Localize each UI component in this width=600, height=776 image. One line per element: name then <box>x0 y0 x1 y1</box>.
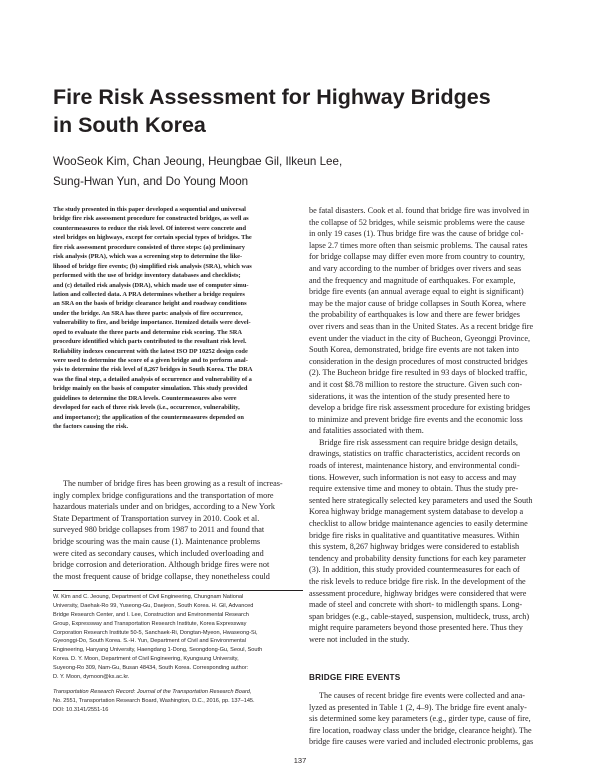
author-list <box>53 152 553 192</box>
body-line: the collapse of 52 bridges, while seismic problems were the cause <box>309 217 525 227</box>
body-line: checklist to allow bridge maintenance agencies to easily determine <box>309 519 528 529</box>
body-line: (2). The Bucheon bridge fire resulted in 93 days of blocked traffic, <box>309 368 528 378</box>
body-line: the risk levels to reduce bridge fire risk. In the development of the <box>309 577 526 586</box>
title-line: in South Korea <box>53 113 206 137</box>
body-line: require extensive time and money to obtain. Thus the study pre- <box>309 484 519 494</box>
abstract <box>53 205 305 432</box>
paper-title <box>53 83 553 139</box>
section-text <box>309 690 559 748</box>
body-line: this system, 8,267 highway bridges were considered to establish <box>309 542 520 552</box>
footnote-line: Korea. D. Y. Moon, Department of Civil Engineering, Kyungsung University, <box>53 656 239 663</box>
body-line: roads of interest, maintenance history, and environmental condi- <box>309 461 520 471</box>
abstract-line: bridge mainly on the basis of computer simulation. This study provided <box>53 385 248 393</box>
body-line: Bridge fire risk assessment can require bridge design details, <box>319 437 518 447</box>
page-number: 137 <box>293 756 307 765</box>
body-line: South Korea, demonstrated, bridge fire events are not taken into <box>309 345 519 355</box>
body-line: for bridge collapse may differ even more from country to country, <box>309 252 525 262</box>
abstract-line: lation and collected data. A PRA determines whether a bridge requires <box>53 290 245 298</box>
abstract-line: The study presented in this paper developed a sequential and universal <box>53 206 246 213</box>
body-line: span bridges (e.g., cable-stayed, suspension, multideck, truss, arch) <box>309 611 530 621</box>
section-heading: BRIDGE FIRE EVENTS <box>309 673 401 682</box>
abstract-line: guidelines to determine the DRA levels. Countermeasures also were <box>53 394 237 402</box>
body-line: lapse 2.7 times more often than seismic problems. The causal rates <box>309 240 528 250</box>
abstract-line: oped to evaluate the three parts and determine risk scoring. The SRA <box>53 328 242 336</box>
journal-citation <box>53 688 305 715</box>
body-line: tendency and probability density functions for each key parameter <box>309 553 526 563</box>
body-line: lyzed as presented in Table 1 (2, 4–9). The bridge fire event analy- <box>309 702 527 712</box>
right-column-text <box>309 205 559 646</box>
doi-line: DOI: 10.3141/2551-16 <box>53 706 109 713</box>
footnote-line: Suyeong-Ro 309, Nam-Gu, Busan 48434, South Korea. Corresponding author: <box>53 665 249 672</box>
footnote-divider <box>53 590 303 591</box>
body-line: The number of bridge fires has been growing as a result of increas- <box>63 479 283 488</box>
body-line: might require parameters beyond those presented here. Thus they <box>309 623 523 633</box>
footnote-line: University, Daehak-Ro 99, Yuseong-Gu, Daejeon, South Korea. H. Gil, Advanced <box>53 602 254 609</box>
body-line: bridge fire risks in qualitative and quantitative measures. Within <box>309 530 520 540</box>
body-line: hazardous materials under and on bridges, according to a New York <box>53 502 275 512</box>
footnote-line: D. Y. Moon, dymoon@ks.ac.kr. <box>53 674 130 681</box>
abstract-line: fire risk assessment procedure consisted of three steps: (a) preliminary <box>53 243 245 251</box>
body-line: bridge fire causes were varied and included electronic problems, gas <box>309 737 534 747</box>
body-line: assessment procedure, highway bridges were considered that were <box>309 588 527 598</box>
abstract-line: lihood of bridge fire events; (b) simplified risk analysis (SRA), which was <box>53 262 252 270</box>
body-line: State Department of Transportation survey in 2010. Cook et al. <box>53 513 260 523</box>
footnote-line: Corporation Research Institute 50-5, Sanchaek-Ri, Dongtan-Myeon, Hwaseong-Si, <box>53 629 258 636</box>
body-line: sented here strategically selected key parameters and used the South <box>309 495 533 505</box>
body-line: made of steel and concrete with short- to midlength spans. Long- <box>309 600 523 610</box>
title-line: Fire Risk Assessment for Highway Bridges <box>53 85 491 109</box>
body-line: were cited as secondary causes, which included overloading and <box>53 548 264 558</box>
abstract-line: were used to determine the score of a given bridge and to perform anal- <box>53 357 248 364</box>
abstract-line: vulnerability to fire, and bridge importance. Itemized details were devel- <box>53 319 251 327</box>
body-line: tions. However, such information is not easy to access and may <box>309 472 517 482</box>
introduction-text <box>53 478 305 582</box>
body-line: and it cost $8.78 million to restore the structure. Given such con- <box>309 379 523 389</box>
body-line: bridge scouring was the main cause (1). Maintenance problems <box>53 536 261 546</box>
abstract-line: developed for each of three risk levels (i.e., occurrence, vulnerability, <box>53 404 240 412</box>
body-line: Korea highway bridge management system database to develop a <box>309 507 524 517</box>
abstract-line: ysis to determine the risk level of 8,267 bridges in South Korea. The DRA <box>53 366 253 374</box>
body-line: the most frequent cause of bridge collapse, they nonetheless could <box>53 571 270 581</box>
body-line: over rivers and seas than in the United States. As a recent bridge fire <box>309 321 534 331</box>
abstract-line: performed with the use of bridge inventory databases and checklists; <box>53 272 241 280</box>
body-line: develop a bridge fire risk assessment procedure for existing bridges <box>309 403 531 413</box>
body-line: The causes of recent bridge fire events were collected and ana- <box>319 691 525 700</box>
body-line: siderations, it was the intention of the study presented here to <box>309 391 510 401</box>
body-line: may be the major cause of bridge collapses in South Korea, where <box>309 298 526 308</box>
abstract-line: Reliability indexes concurrent with the latest ISO DP 10252 design code <box>53 347 248 355</box>
abstract-line: risk analysis (PRA), which was a screening step to determine the like- <box>53 253 243 261</box>
author-line: WooSeok Kim, Chan Jeoung, Heungbae Gil, Ilkeun Lee, <box>53 155 343 168</box>
body-line: consideration in the design procedures of most constructed bridges <box>309 356 528 366</box>
author-line: Sung-Hwan Yun, and Do Young Moon <box>53 175 249 188</box>
footnote-line: Engineering, Hanyang University, Haengdang 1-Dong, Seongdong-Gu, Seoul, South <box>53 647 263 654</box>
author-affiliations <box>53 593 305 682</box>
abstract-line: an SRA on the basis of bridge clearance height and roadway conditions <box>53 300 247 308</box>
footnote-line: W. Kim and C. Jeoung, Department of Civil Engineering, Chungnam National <box>53 594 244 600</box>
footnote-line: Bridge Research Center, and I. Lee, Construction and Environmental Research <box>53 611 249 618</box>
abstract-line: procedure identified which parts contributed to the resultant risk level. <box>53 338 247 346</box>
body-line: fire location, roadway class under the bridge, clearance height). The <box>309 725 532 735</box>
body-line: and the frequency and magnitude of earthquakes. For example, <box>309 275 516 285</box>
body-line: event under the viaduct in the city of Bucheon, Gyeonggi Province, <box>309 333 531 343</box>
abstract-line: the factors causing the risk. <box>53 423 129 431</box>
body-line: and fatalities associated with them. <box>309 426 424 436</box>
abstract-line: and importance); the application of the countermeasures depended on <box>53 413 244 421</box>
citation-line: Transportation Research Record: Journal of the Transportation Research Board, <box>53 689 252 695</box>
body-line: the probability of earthquakes is low and there are fewer bridges <box>309 310 520 320</box>
abstract-line: steel bridges on highways, except for certain special types of bridges. The <box>53 234 252 242</box>
body-line: ingly complex bridge configurations and the transportation of more <box>53 490 274 500</box>
citation-line: No. 2551, Transportation Research Board, Washington, D.C., 2016, pp. 137–145. <box>53 697 255 704</box>
body-line: sis determined some key parameters (e.g., girder type, cause of fire, <box>309 714 531 724</box>
body-line: bridge fire events (an annual average equal to eight is significant) <box>309 287 524 297</box>
footnote-line: Group, Expressway and Transportation Research Institute, Korea Expressway <box>53 620 247 627</box>
body-line: in only 19 cases (1). Thus bridge fire was the cause of bridge col- <box>309 229 524 239</box>
footnote-line: Gyeonggi-Do, South Korea. S.-H. Yun, Department of Civil and Environmental <box>53 638 246 645</box>
abstract-line: countermeasures to reduce the risk level. Of interest were concrete and <box>53 224 247 232</box>
body-line: bridge corrosion and deterioration. Although bridge fires were not <box>53 560 270 570</box>
abstract-line: under the bridge. An SRA has three parts: analysis of fire occurrence, <box>53 309 243 317</box>
body-line: were not included in the study. <box>309 634 410 644</box>
abstract-line: and (c) detailed risk analysis (DRA), which made use of computer simu- <box>53 281 249 289</box>
body-line: (3). In addition, this study provided countermeasures for each of <box>309 565 520 575</box>
abstract-line: was the final step, a detailed analysis of occurrence and vulnerability of a <box>53 375 252 383</box>
body-line: surveyed 980 bridge collapses from 1987 to 2011 and found that <box>53 525 265 535</box>
abstract-line: bridge fire risk assessment procedure for constructed bridges, as well as <box>53 215 249 223</box>
body-line: and vary according to the number of bridges over rivers and seas <box>309 263 522 273</box>
body-line: be fatal disasters. Cook et al. found that bridge fire was involved in <box>309 206 530 215</box>
body-line: drawings, statistics on traffic characteristics, accident records on <box>309 449 521 459</box>
body-line: to minimize and prevent bridge fire events and the economic loss <box>309 414 523 424</box>
